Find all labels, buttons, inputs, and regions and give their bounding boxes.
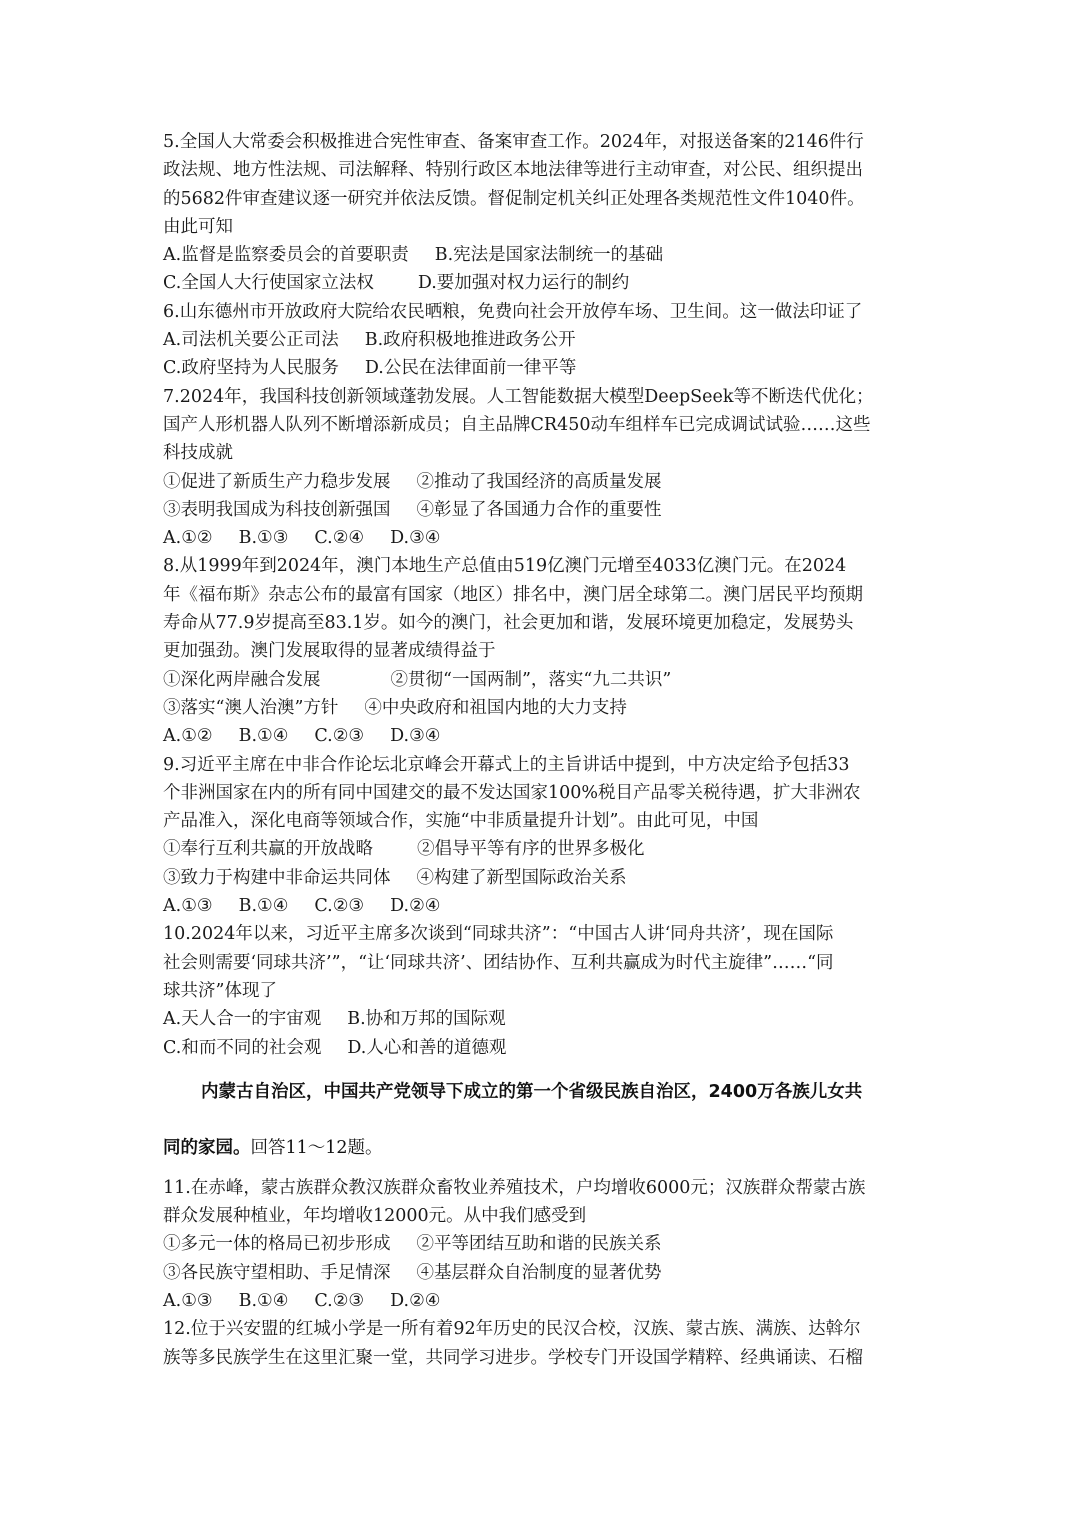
q8-item-3: ③落实“澳人治澳”方针 (163, 697, 339, 718)
q5-stem-line-3: 的5682件审查建议逐一研究并依法反馈。督促制定机关纠正处理各类规范性文件1040件。 (163, 188, 865, 209)
q8-item-2: ②贯彻“一国两制”，落实“九二共识” (390, 669, 672, 690)
q7-choice-d: D.③④ (390, 528, 441, 549)
q7-items-34 (163, 496, 923, 524)
q10-options-ab (163, 1005, 923, 1033)
q5-stem-line-1: 5.全国人大常委会积极推进合宪性审查、备案审查工作。2024年，对报送备案的2146件行 (163, 132, 864, 152)
q10-option-a: A.天人合一的宇宙观 (163, 1009, 322, 1030)
q11-item-1: ①多元一体的格局已初步形成 (163, 1234, 391, 1255)
q5-options-cd (163, 269, 923, 297)
q7-stem-line-3: 科技成就 (163, 443, 233, 464)
q6-option-b: B.政府积极地推进政务公开 (364, 330, 576, 351)
q5-option-d: D.要加强对权力运行的制约 (417, 273, 630, 294)
q5-option-a: A.监督是监察委员会的首要职责 (163, 245, 409, 266)
section-heading-bold-tail: 同的家园。 (163, 1137, 251, 1158)
q11-item-4: ④基层群众自治制度的显著优势 (416, 1262, 662, 1283)
q9-item-2: ②倡导平等有序的世界多极化 (417, 839, 645, 860)
q8-stem-line-4: 更加强劲。澳门发展取得的显著成绩得益于 (163, 641, 496, 662)
q11-choices (163, 1287, 923, 1315)
q12-stem-line-2: 族等多民族学生在这里汇聚一堂，共同学习进步。学校专门开设国学精粹、经典诵读、石榴 (163, 1347, 863, 1368)
q9-choice-c: C.②③ (314, 896, 365, 917)
question-10 (163, 920, 923, 1061)
q7-items-12 (163, 468, 923, 496)
q7-item-1: ①促进了新质生产力稳步发展 (163, 471, 391, 492)
q8-item-4: ④中央政府和祖国内地的大力支持 (364, 697, 627, 718)
question-11 (163, 1174, 923, 1315)
q7-item-4: ④彰显了各国通力合作的重要性 (416, 499, 662, 520)
section-heading-instruction: 回答11～12题。 (250, 1137, 383, 1158)
q8-stem-line-1: 8.从1999年到2024年，澳门本地生产总值由519亿澳门元增至4033亿澳门元。在2024 (163, 556, 847, 577)
q11-choice-a: A.①③ (163, 1290, 213, 1311)
q9-choice-a: A.①③ (163, 896, 213, 917)
q9-items-12 (163, 835, 923, 863)
q7-item-3: ③表明我国成为科技创新强国 (163, 499, 391, 520)
q9-choice-d: D.②④ (390, 896, 441, 917)
q5-option-b: B.宪法是国家法制统一的基础 (434, 245, 664, 266)
q9-items-34 (163, 864, 923, 892)
section-heading-line-2 (163, 1134, 923, 1164)
q12-stem-line-1: 12.位于兴安盟的红城小学是一所有着92年历史的民汉合校，汉族、蒙古族、满族、达斡尔 (163, 1319, 861, 1340)
question-5 (163, 128, 923, 298)
q6-options-cd (163, 354, 923, 382)
q7-stem-line-2: 国产人形机器人队列不断增添新成员；自主品牌CR450动车组样车已完成调试试验……这些 (163, 414, 871, 435)
question-6 (163, 298, 923, 383)
q8-items-34 (163, 694, 923, 722)
q6-option-c: C.政府坚持为人民服务 (163, 358, 339, 379)
q7-choice-b: B.①③ (238, 528, 289, 549)
q9-stem-line-1: 9.习近平主席在中非合作论坛北京峰会开幕式上的主旨讲话中提到，中方决定给予包括33 (163, 754, 850, 775)
q7-item-2: ②推动了我国经济的高质量发展 (416, 471, 662, 492)
q9-item-4: ④构建了新型国际政治关系 (416, 867, 627, 888)
exam-page (163, 128, 923, 1372)
q8-choice-b: B.①④ (238, 726, 289, 747)
q8-items-12 (163, 666, 923, 694)
q11-choice-d: D.②④ (390, 1290, 441, 1311)
question-7 (163, 383, 923, 553)
q11-item-2: ②平等团结互助和谐的民族关系 (416, 1234, 662, 1255)
q8-choice-c: C.②③ (314, 726, 365, 747)
q5-options-ab (163, 241, 923, 269)
q11-items-12 (163, 1230, 923, 1258)
q9-stem-line-2: 个非洲国家在内的所有同中国建交的最不发达国家100%税目产品零关税待遇，扩大非洲农 (163, 782, 861, 803)
q10-stem-line-3: 球共济”体现了 (163, 980, 277, 1001)
q10-option-d: D.人心和善的道德观 (347, 1037, 507, 1058)
q10-stem-line-1: 10.2024年以来，习近平主席多次谈到“同球共济”：“中国古人讲‘同舟共济’，现在国际 (163, 924, 834, 945)
q7-choice-a: A.①② (163, 528, 213, 549)
q8-stem-line-2: 年《福布斯》杂志公布的最富有国家（地区）排名中，澳门居全球第二。澳门居民平均预期 (163, 584, 863, 605)
q7-choices (163, 524, 923, 552)
q11-items-34 (163, 1259, 923, 1287)
q5-option-c: C.全国人大行使国家立法权 (163, 273, 374, 294)
q6-stem: 6.山东德州市开放政府大院给农民晒粮，免费向社会开放停车场、卫生间。这一做法印证了 (163, 301, 863, 322)
q10-options-cd (163, 1034, 923, 1062)
q9-choices (163, 892, 923, 920)
section-heading-line-1: 内蒙古自治区，中国共产党领导下成立的第一个省级民族自治区，2400万各族儿女共 (201, 1081, 863, 1102)
question-8 (163, 552, 923, 750)
q11-choice-b: B.①④ (238, 1290, 289, 1311)
q10-option-b: B.协和万邦的国际观 (347, 1009, 506, 1030)
question-12 (163, 1315, 923, 1372)
q11-item-3: ③各民族守望相助、手足情深 (163, 1262, 391, 1283)
q7-choice-c: C.②④ (314, 528, 365, 549)
q10-stem-line-2: 社会则需要‘同球共济’”，“让‘同球共济’、团结协作、互利共赢成为时代主旋律”……“同 (163, 952, 834, 973)
q9-choice-b: B.①④ (238, 896, 289, 917)
q8-choice-d: D.③④ (390, 726, 441, 747)
q9-item-1: ①奉行互利共赢的开放战略 (163, 839, 373, 860)
q8-item-1: ①深化两岸融合发展 (163, 669, 321, 690)
q5-stem-line-4: 由此可知 (163, 216, 233, 237)
q8-stem-line-3: 寿命从77.9岁提高至83.1岁。如今的澳门，社会更加和谐，发展环境更加稳定，发展势头 (163, 613, 854, 634)
q8-choices (163, 722, 923, 750)
q9-item-3: ③致力于构建中非命运共同体 (163, 867, 391, 888)
q11-choice-c: C.②③ (314, 1290, 365, 1311)
q10-option-c: C.和而不同的社会观 (163, 1037, 322, 1058)
section-heading (163, 1078, 923, 1164)
q6-option-d: D.公民在法律面前一律平等 (364, 358, 577, 379)
question-9 (163, 751, 923, 921)
q11-stem-line-2: 群众发展种植业，年均增收12000元。从中我们感受到 (163, 1206, 587, 1227)
q5-stem-line-2: 政法规、地方性法规、司法解释、特别行政区本地法律等进行主动审查，对公民、组织提出 (163, 160, 863, 181)
q6-option-a: A.司法机关要公正司法 (163, 330, 339, 351)
q11-stem-line-1: 11.在赤峰，蒙古族群众教汉族群众畜牧业养殖技术，户均增收6000元；汉族群众帮蒙古族 (163, 1177, 866, 1198)
q9-stem-line-3: 产品准入，深化电商等领域合作，实施“中非质量提升计划”。由此可见，中国 (163, 811, 759, 832)
q7-stem-line-1: 7.2024年，我国科技创新领域蓬勃发展。人工智能数据大模型DeepSeek等不断迭代优化； (163, 386, 874, 407)
q8-choice-a: A.①② (163, 726, 213, 747)
q6-options-ab (163, 326, 923, 354)
